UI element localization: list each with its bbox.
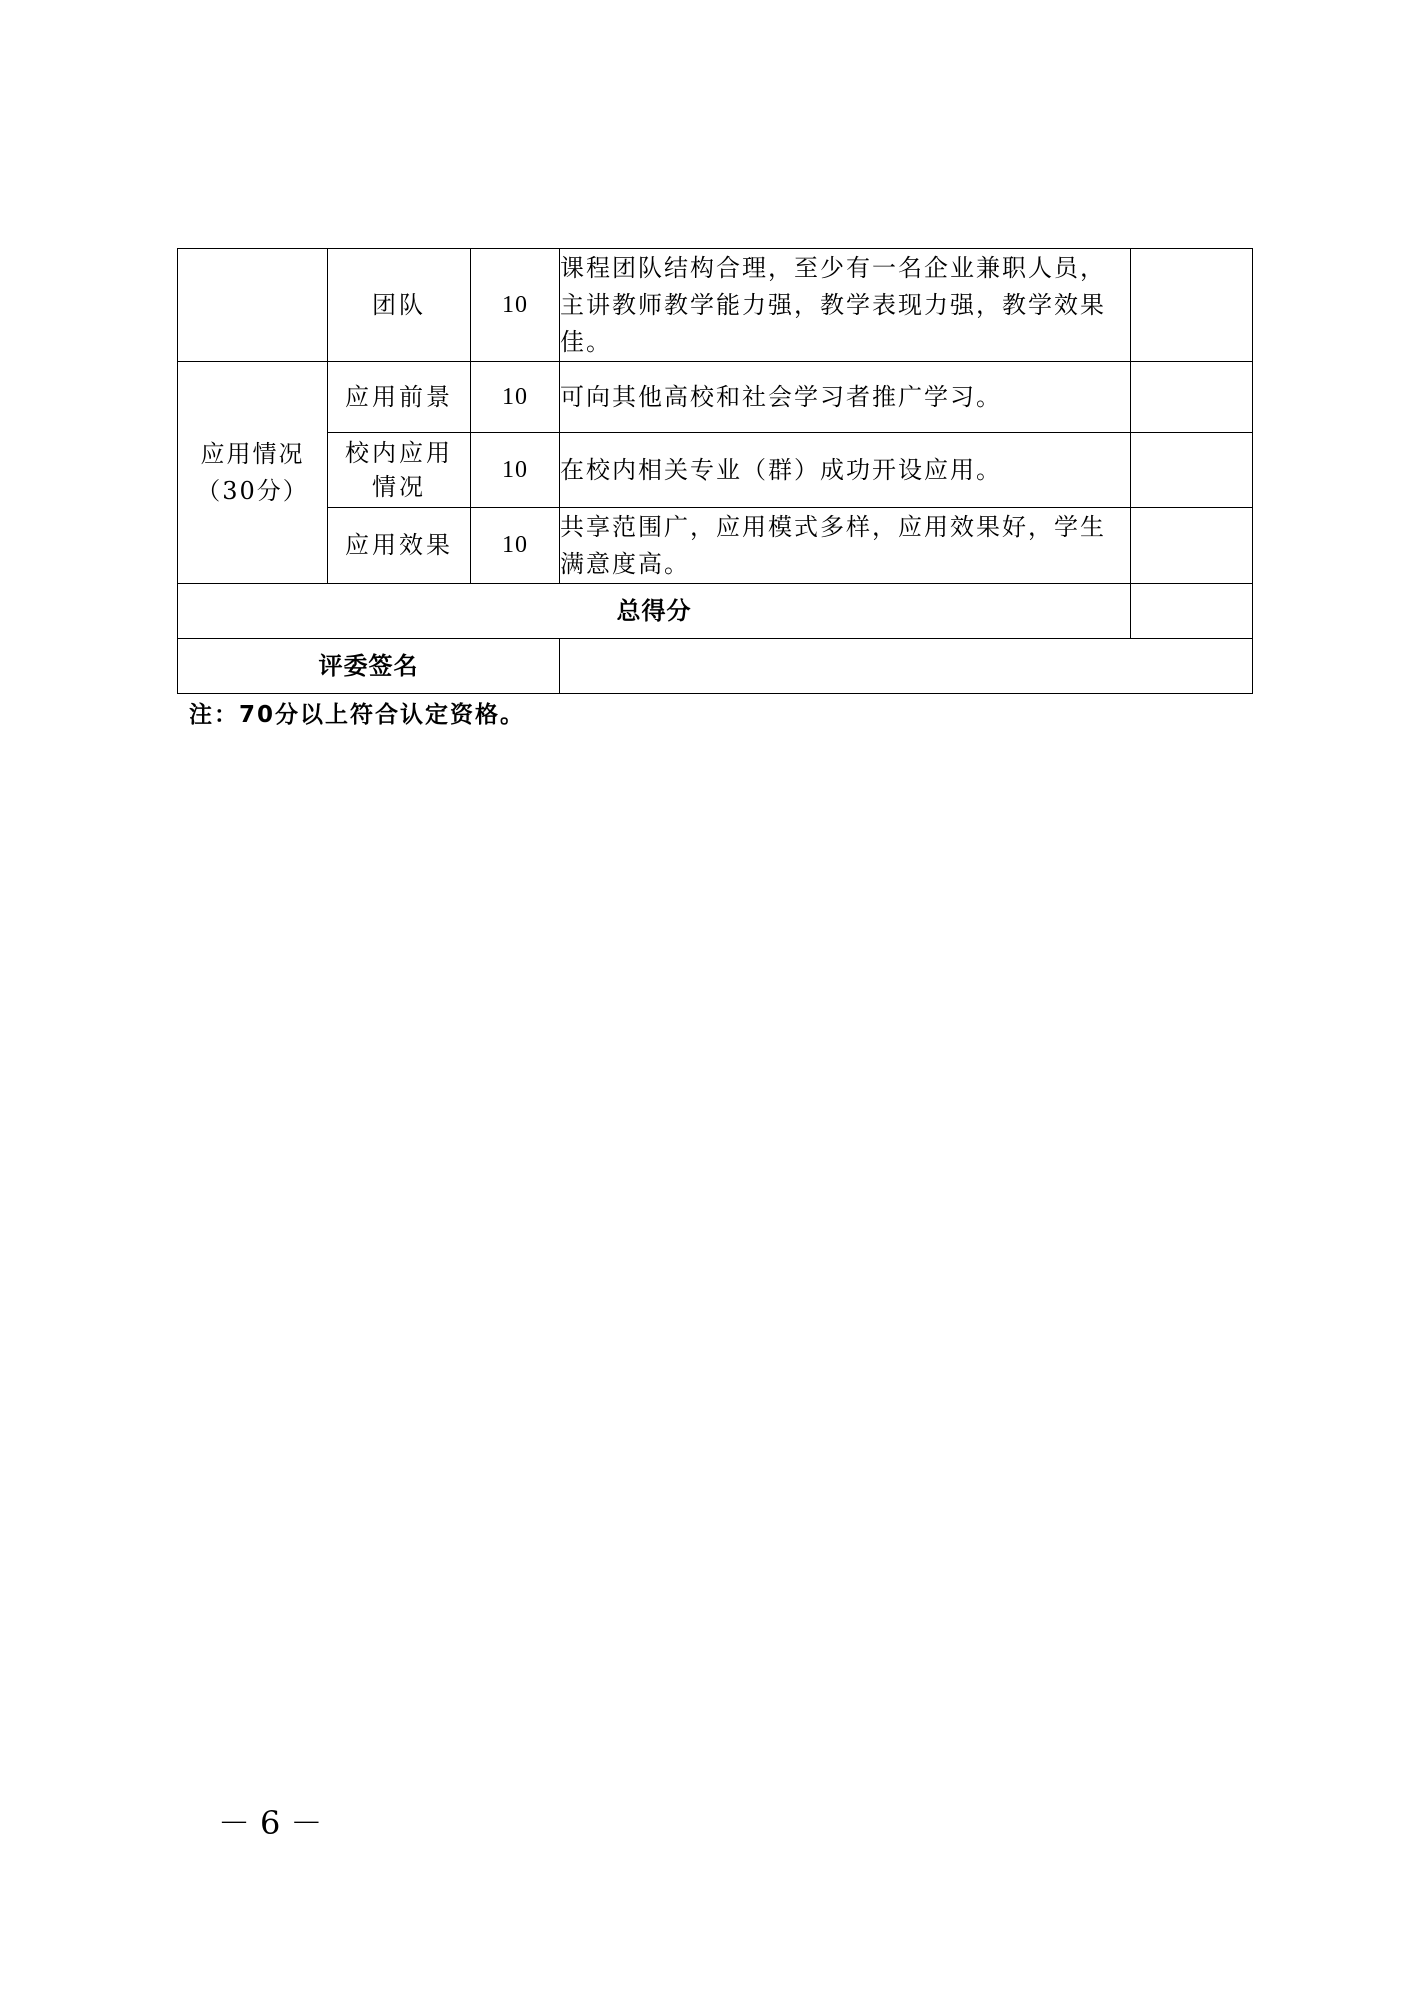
item-cell: 校内应用情况 <box>328 433 471 508</box>
item-cell: 团队 <box>328 249 471 362</box>
scoring-table-section <box>177 248 1252 694</box>
table-row <box>178 433 1253 508</box>
judge-signature-field <box>560 639 1253 694</box>
total-row <box>178 584 1253 639</box>
points-cell <box>1131 508 1253 584</box>
criteria-cell: 在校内相关专业（群）成功开设应用。 <box>560 433 1131 508</box>
table-row <box>178 249 1253 362</box>
judge-signature-label: 评委签名 <box>178 639 560 694</box>
points-cell <box>1131 362 1253 433</box>
total-score-label: 总得分 <box>178 584 1131 639</box>
max-score-cell: 10 <box>471 362 560 433</box>
table-row <box>178 508 1253 584</box>
category-cell: 应用情况（30分） <box>178 362 328 584</box>
max-score-cell: 10 <box>471 249 560 362</box>
criteria-cell: 可向其他高校和社会学习者推广学习。 <box>560 362 1131 433</box>
points-cell <box>1131 433 1253 508</box>
scoring-table <box>177 248 1253 694</box>
criteria-cell: 课程团队结构合理，至少有一名企业兼职人员，主讲教师教学能力强，教学表现力强，教学效果佳。 <box>560 249 1131 362</box>
item-cell: 应用效果 <box>328 508 471 584</box>
max-score-cell: 10 <box>471 508 560 584</box>
points-cell <box>1131 249 1253 362</box>
total-score-value <box>1131 584 1253 639</box>
qualification-note: 注：70分以上符合认定资格。 <box>189 702 526 728</box>
page-number: －6－ <box>218 1804 333 1842</box>
item-cell: 应用前景 <box>328 362 471 433</box>
table-row <box>178 362 1253 433</box>
max-score-cell: 10 <box>471 433 560 508</box>
signature-row <box>178 639 1253 694</box>
criteria-cell: 共享范围广，应用模式多样，应用效果好，学生满意度高。 <box>560 508 1131 584</box>
category-cell <box>178 249 328 362</box>
